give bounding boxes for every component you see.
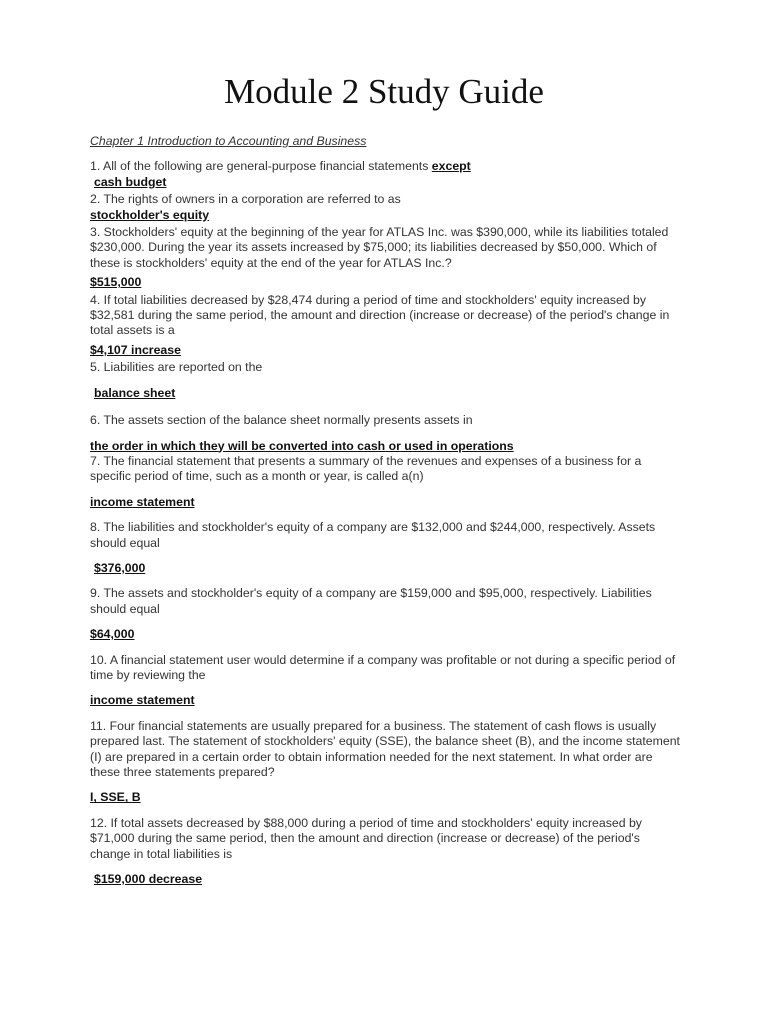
- question-6: 6. The assets section of the balance sheet normally presents assets in: [90, 413, 473, 428]
- question-emphasis: except: [431, 159, 471, 174]
- question-3: 3. Stockholders' equity at the beginning of the year for ATLAS Inc. was $390,000, while its liabilities totaled $230,000. During the year its assets increased by $75,000; its liabilities decreased by $50,000. Which of these is stockholders' equity at the end of the year for ATLAS Inc.?: [90, 225, 669, 270]
- answer-7: income statement: [90, 494, 195, 509]
- answer-1: cash budget: [94, 174, 167, 189]
- question-11: 11. Four financial statements are usually prepared for a business. The statement of cash flows is usually prepared last. The statement of stockholders' equity (SSE), the balance sheet (B), and the income statement (I) are prepared in a certain order to obtain information needed for the next statement. In what order are these three statements prepared?: [90, 718, 680, 779]
- question-4: 4. If total liabilities decreased by $28,474 during a period of time and stockholders' equity increased by $32,581 during the same period, the amount and direction (increase or decrease) of the period's change in total assets is a: [90, 292, 670, 338]
- question-8: 8. The liabilities and stockholder's equity of a company are $132,000 and $244,000, respectively. Assets should equal: [90, 520, 656, 550]
- question-1: [90, 159, 680, 174]
- question-7: 7. The financial statement that presents a summary of the revenues and expenses of a business for a specific period of time, such as a month or year, is called a(n): [90, 453, 642, 484]
- question-2: 2. The rights of owners in a corporation are referred to as: [90, 192, 401, 207]
- study-guide-content: [90, 134, 680, 887]
- answer-5: balance sheet: [94, 385, 176, 400]
- answer-10: income statement: [90, 693, 195, 708]
- answer-9: $64,000: [90, 627, 135, 642]
- question-5: 5. Liabilities are reported on the: [90, 360, 263, 375]
- answer-4: $4,107 increase: [90, 342, 181, 357]
- page-title: Module 2 Study Guide: [224, 72, 544, 111]
- question-12: 12. If total assets decreased by $88,000 during a period of time and stockholders' equity increased by $71,000 during the same period, then the amount and direction (increase or decrease) of the period's change in total liabilities is: [90, 815, 642, 861]
- question-text: 1. All of the following are general-purpose financial statements: [90, 159, 429, 174]
- answer-8: $376,000: [94, 560, 146, 575]
- answer-3: $515,000: [90, 275, 142, 290]
- answer-11: I, SSE, B: [90, 790, 141, 805]
- answer-6: the order in which they will be converted into cash or used in operations: [90, 438, 514, 453]
- answer-12: $159,000 decrease: [94, 872, 203, 887]
- answer-2: stockholder's equity: [90, 207, 210, 222]
- question-9: 9. The assets and stockholder's equity of a company are $159,000 and $95,000, respectively. Liabilities should equal: [90, 586, 652, 616]
- question-10: 10. A financial statement user would determine if a company was profitable or not during a specific period of time by reviewing the: [90, 652, 676, 682]
- chapter-heading: Chapter 1 Introduction to Accounting and Business: [90, 134, 367, 148]
